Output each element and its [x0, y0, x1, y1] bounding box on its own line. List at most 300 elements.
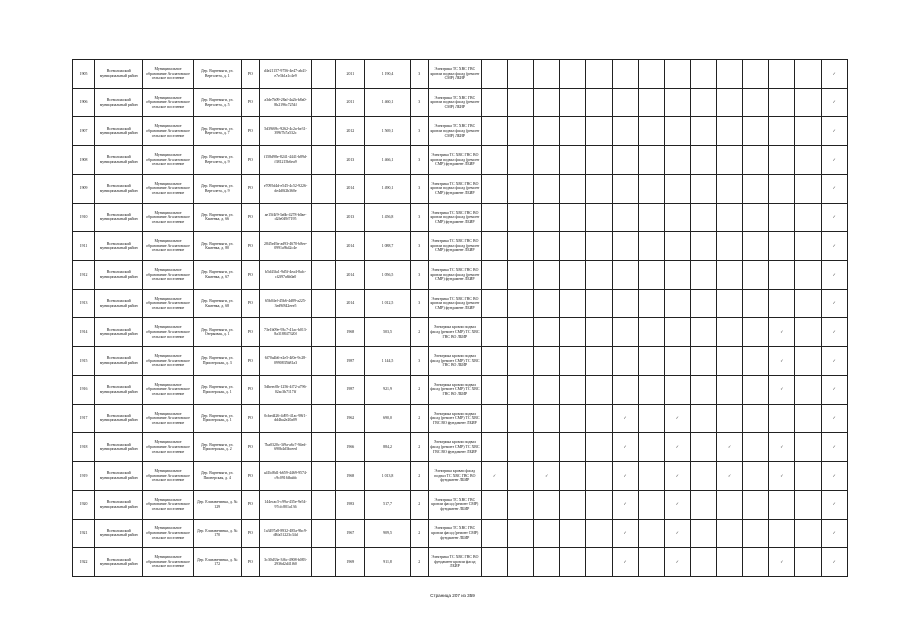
check-cell — [664, 347, 690, 376]
check-cell — [664, 117, 690, 146]
check-cell — [508, 462, 534, 491]
check-cell — [638, 146, 664, 175]
row-number: 1914 — [73, 318, 95, 347]
check-cell — [638, 88, 664, 117]
check-cell — [690, 375, 716, 404]
check-cell — [560, 462, 586, 491]
check-cell — [612, 375, 638, 404]
floors-cell: 3 — [410, 261, 428, 290]
check-cell: ✓ — [821, 88, 847, 117]
area-cell: 1 490,1 — [365, 174, 410, 203]
check-cell — [508, 174, 534, 203]
table-body — [73, 60, 848, 577]
check-cell — [481, 347, 507, 376]
floors-cell: 3 — [410, 146, 428, 175]
fias-code-cell: 5dbeec0b-1256-4f72-a796-02ac3b7117ff — [259, 375, 311, 404]
works-cell: Электрика ТС ХВС ГВС кровли подвал фасад (ремонт СМР) ЛБИР — [428, 60, 481, 89]
check-cell — [769, 174, 795, 203]
table-row — [73, 232, 848, 261]
check-cell — [560, 375, 586, 404]
district-cell: Всеволожский муниципальный район — [95, 117, 143, 146]
check-cell — [534, 289, 560, 318]
check-cell — [743, 289, 769, 318]
check-cell — [769, 289, 795, 318]
area-cell: 1 466,1 — [365, 146, 410, 175]
check-cell — [560, 60, 586, 89]
year-cell: 1962 — [336, 404, 365, 433]
address-cell: Дер. Вартемяги, ул. Озерковая, д. 1 — [193, 318, 241, 347]
empty-cell — [312, 60, 336, 89]
address-cell: Дер. Вартемяги, ул. Каменка, д. 66 — [193, 203, 241, 232]
check-cell — [795, 490, 821, 519]
check-cell — [508, 318, 534, 347]
settlement-cell: Муниципальное образование Агалатовское сельское поселение — [143, 203, 193, 232]
fias-code-cell: 5d39f69c-9262-4c2a-be31-399f7b7a532c — [259, 117, 311, 146]
settlement-cell: Муниципальное образование Агалатовское сельское поселение — [143, 375, 193, 404]
check-cell — [638, 519, 664, 548]
check-cell: ✓ — [769, 548, 795, 577]
settlement-cell: Муниципальное образование Агалатовское сельское поселение — [143, 462, 193, 491]
check-cell — [664, 375, 690, 404]
settlement-cell: Муниципальное образование Агалатовское сельское поселение — [143, 347, 193, 376]
floors-cell: 2 — [410, 548, 428, 577]
floors-cell: 2 — [410, 318, 428, 347]
empty-cell — [312, 174, 336, 203]
check-cell — [508, 117, 534, 146]
check-cell — [769, 404, 795, 433]
check-cell — [743, 318, 769, 347]
check-cell — [743, 519, 769, 548]
check-cell: ✓ — [612, 433, 638, 462]
row-number: 1922 — [73, 548, 95, 577]
check-cell: ✓ — [821, 375, 847, 404]
type-cell: РО — [241, 117, 259, 146]
year-cell: 1969 — [336, 548, 365, 577]
district-cell: Всеволожский муниципальный район — [95, 519, 143, 548]
floors-cell: 2 — [410, 404, 428, 433]
district-cell: Всеволожский муниципальный район — [95, 433, 143, 462]
check-cell — [690, 203, 716, 232]
floors-cell: 3 — [410, 60, 428, 89]
check-cell — [664, 232, 690, 261]
year-cell: 1968 — [336, 318, 365, 347]
works-cell: Электрика ТС ХВС ГВС ВО кровли подвал фасад (ремонт СМР) фундамент ЛБИР — [428, 289, 481, 318]
check-cell — [690, 318, 716, 347]
row-number: 1907 — [73, 117, 95, 146]
year-cell: 1967 — [336, 519, 365, 548]
check-cell — [612, 347, 638, 376]
empty-cell — [312, 433, 336, 462]
check-cell — [586, 146, 612, 175]
settlement-cell: Муниципальное образование Агалатовское сельское поселение — [143, 117, 193, 146]
settlement-cell: Муниципальное образование Агалатовское сельское поселение — [143, 146, 193, 175]
check-cell: ✓ — [821, 117, 847, 146]
works-cell: Электрика кровли подвал фасад (ремонт СМР) ТС ХВС ГВС ВО фундамент ЛБИР — [428, 404, 481, 433]
check-cell — [481, 404, 507, 433]
check-cell — [769, 490, 795, 519]
check-cell — [664, 60, 690, 89]
area-cell: 1 144,5 — [365, 347, 410, 376]
type-cell: РО — [241, 548, 259, 577]
floors-cell: 3 — [410, 347, 428, 376]
district-cell: Всеволожский муниципальный район — [95, 347, 143, 376]
check-cell — [534, 375, 560, 404]
address-cell: Дер. Елизаветинка, д. № 172 — [193, 548, 241, 577]
type-cell: РО — [241, 232, 259, 261]
district-cell: Всеволожский муниципальный район — [95, 548, 143, 577]
check-cell — [534, 60, 560, 89]
check-cell — [717, 261, 743, 290]
check-cell: ✓ — [664, 519, 690, 548]
settlement-cell: Муниципальное образование Агалатовское сельское поселение — [143, 433, 193, 462]
check-cell — [508, 261, 534, 290]
check-cell — [508, 203, 534, 232]
check-cell — [534, 232, 560, 261]
check-cell: ✓ — [612, 490, 638, 519]
check-cell — [481, 548, 507, 577]
check-cell: ✓ — [821, 548, 847, 577]
district-cell: Всеволожский муниципальный район — [95, 318, 143, 347]
fias-code-cell: a3de7b09-28af-4a2b-b8a0-8b2196c7254f — [259, 88, 311, 117]
check-cell — [795, 404, 821, 433]
address-cell: Дер. Вартемяги, ул. Каменка, д. 68 — [193, 289, 241, 318]
check-cell — [717, 117, 743, 146]
check-cell — [795, 60, 821, 89]
check-cell — [586, 203, 612, 232]
check-cell — [638, 433, 664, 462]
check-cell: ✓ — [769, 318, 795, 347]
check-cell — [795, 117, 821, 146]
year-cell: 2012 — [336, 117, 365, 146]
check-cell: ✓ — [717, 462, 743, 491]
floors-cell: 2 — [410, 490, 428, 519]
check-cell — [481, 60, 507, 89]
check-cell — [560, 490, 586, 519]
check-cell — [586, 318, 612, 347]
check-cell — [795, 232, 821, 261]
check-cell — [586, 433, 612, 462]
district-cell: Всеволожский муниципальный район — [95, 60, 143, 89]
address-cell: Дер. Вартемяги, ул. Приозерская, д. 2 — [193, 433, 241, 462]
check-cell — [690, 519, 716, 548]
check-cell — [717, 375, 743, 404]
check-cell — [717, 232, 743, 261]
area-cell: 1 088,7 — [365, 232, 410, 261]
check-cell — [717, 490, 743, 519]
year-cell: 2014 — [336, 289, 365, 318]
check-cell — [717, 88, 743, 117]
check-cell — [769, 88, 795, 117]
works-cell: Электрика ТС ХВС ГВС ВО кровли подвал фасад (ремонт СМР) фундамент ЛБИР — [428, 146, 481, 175]
area-cell: 1 569,1 — [365, 117, 410, 146]
type-cell: РО — [241, 433, 259, 462]
table-row — [73, 261, 848, 290]
table-row — [73, 174, 848, 203]
check-cell — [534, 261, 560, 290]
check-cell — [534, 117, 560, 146]
check-cell — [638, 404, 664, 433]
check-cell — [638, 490, 664, 519]
check-cell — [690, 490, 716, 519]
check-cell: ✓ — [821, 433, 847, 462]
check-cell — [612, 318, 638, 347]
works-cell: Электрика ТС ХВС ГВС ВО кровли подвал фасад (ремонт СМР) фундамент ЛБИР — [428, 261, 481, 290]
check-cell — [586, 232, 612, 261]
check-cell: ✓ — [612, 462, 638, 491]
type-cell: РО — [241, 289, 259, 318]
check-cell — [664, 174, 690, 203]
settlement-cell: Муниципальное образование Агалатовское сельское поселение — [143, 88, 193, 117]
check-cell — [769, 261, 795, 290]
check-cell — [586, 88, 612, 117]
check-cell — [481, 88, 507, 117]
check-cell — [612, 88, 638, 117]
address-cell: Дер. Вартемяги, ул. Каменка, д. 80 — [193, 232, 241, 261]
check-cell — [560, 519, 586, 548]
check-cell — [560, 318, 586, 347]
floors-cell: 2 — [410, 375, 428, 404]
table-row — [73, 519, 848, 548]
works-cell: Электрика ТС ХВС ГВС кровли подвал фасад (ремонт СМР) ЛБИР — [428, 117, 481, 146]
floors-cell: 3 — [410, 117, 428, 146]
area-cell: 884,2 — [365, 433, 410, 462]
district-cell: Всеволожский муниципальный район — [95, 88, 143, 117]
check-cell — [795, 375, 821, 404]
fias-code-cell: d4e21157-9756-4e47-ab41-e7e3b1a1c4e9 — [259, 60, 311, 89]
row-number: 1918 — [73, 433, 95, 462]
check-cell — [795, 548, 821, 577]
fias-code-cell: 1a3497a8-8932-485a-9bc9-d8fa51223c34d — [259, 519, 311, 548]
area-cell: 1 056,5 — [365, 261, 410, 290]
type-cell: РО — [241, 261, 259, 290]
works-cell: Электрика ТС ХВС ГВС ВО кровли подвал фасад (ремонт СМР) фундамент ЛБИР — [428, 203, 481, 232]
check-cell — [508, 548, 534, 577]
settlement-cell: Муниципальное образование Агалатовское сельское поселение — [143, 289, 193, 318]
check-cell — [795, 146, 821, 175]
check-cell — [717, 60, 743, 89]
district-cell: Всеволожский муниципальный район — [95, 174, 143, 203]
row-number: 1905 — [73, 60, 95, 89]
table-row — [73, 404, 848, 433]
district-cell: Всеволожский муниципальный район — [95, 404, 143, 433]
row-number: 1906 — [73, 88, 95, 117]
empty-cell — [312, 88, 336, 117]
empty-cell — [312, 519, 336, 548]
check-cell — [612, 289, 638, 318]
check-cell — [690, 462, 716, 491]
fias-code-cell: b5d43fa1-9d5f-4ea4-8afc-cf2f97a6b0a0 — [259, 261, 311, 290]
check-cell — [638, 261, 664, 290]
year-cell: 2011 — [336, 88, 365, 117]
check-cell — [481, 232, 507, 261]
check-cell — [586, 548, 612, 577]
check-cell — [534, 88, 560, 117]
type-cell: РО — [241, 174, 259, 203]
check-cell — [690, 289, 716, 318]
check-cell — [717, 146, 743, 175]
fias-code-cell: 65b04ef-45b6-4d89-a225-3ed9f842eee5 — [259, 289, 311, 318]
check-cell — [560, 404, 586, 433]
area-cell: 690,0 — [365, 404, 410, 433]
row-number: 1909 — [73, 174, 95, 203]
check-cell — [690, 404, 716, 433]
address-cell: Дер. Вартемяги, ул. Вертолета, д. 9 — [193, 174, 241, 203]
table-row — [73, 490, 848, 519]
works-cell: Электрика кровли фасад подвал ТС ХВС ГВС ВО фундамент ЛБИР — [428, 462, 481, 491]
table-row — [73, 433, 848, 462]
empty-cell — [312, 146, 336, 175]
check-cell — [560, 433, 586, 462]
address-cell: Дер. Вартемяги, ул. Пионерская, д. 4 — [193, 462, 241, 491]
check-cell — [508, 490, 534, 519]
check-cell: ✓ — [821, 404, 847, 433]
check-cell — [638, 117, 664, 146]
row-number: 1913 — [73, 289, 95, 318]
check-cell — [690, 146, 716, 175]
check-cell — [508, 347, 534, 376]
check-cell — [612, 261, 638, 290]
fias-code-cell: 73e1b09e-93c7-41ac-b013-8a318847320f — [259, 318, 311, 347]
empty-cell — [312, 289, 336, 318]
area-cell: 911,8 — [365, 548, 410, 577]
table-row — [73, 88, 848, 117]
check-cell — [664, 289, 690, 318]
table-row — [73, 117, 848, 146]
check-cell — [795, 347, 821, 376]
area-cell: 1 460,1 — [365, 88, 410, 117]
check-cell — [690, 548, 716, 577]
check-cell — [534, 519, 560, 548]
empty-cell — [312, 117, 336, 146]
floors-cell: 3 — [410, 289, 428, 318]
check-cell: ✓ — [481, 462, 507, 491]
empty-cell — [312, 203, 336, 232]
table-row — [73, 318, 848, 347]
settlement-cell: Муниципальное образование Агалатовское сельское поселение — [143, 490, 193, 519]
settlement-cell: Муниципальное образование Агалатовское сельское поселение — [143, 519, 193, 548]
check-cell: ✓ — [821, 146, 847, 175]
type-cell: РО — [241, 146, 259, 175]
table-row — [73, 548, 848, 577]
check-cell — [795, 462, 821, 491]
check-cell — [664, 88, 690, 117]
address-cell: Дер. Вартемяги, ул. Приозерская, д. 1 — [193, 404, 241, 433]
floors-cell: 3 — [410, 232, 428, 261]
row-number: 1917 — [73, 404, 95, 433]
floors-cell: 3 — [410, 88, 428, 117]
check-cell — [508, 404, 534, 433]
address-cell: Дер. Вартемяги, ул. Приозерская, д. 3 — [193, 347, 241, 376]
check-cell — [664, 203, 690, 232]
check-cell — [690, 232, 716, 261]
check-cell — [586, 462, 612, 491]
check-cell — [508, 88, 534, 117]
floors-cell: 2 — [410, 462, 428, 491]
district-cell: Всеволожский муниципальный район — [95, 462, 143, 491]
check-cell — [534, 490, 560, 519]
check-cell — [586, 289, 612, 318]
table-row — [73, 60, 848, 89]
housing-register-table — [72, 59, 848, 577]
check-cell — [481, 117, 507, 146]
table-row — [73, 289, 848, 318]
check-cell — [690, 261, 716, 290]
check-cell — [795, 174, 821, 203]
check-cell: ✓ — [821, 60, 847, 89]
district-cell: Всеволожский муниципальный район — [95, 232, 143, 261]
works-cell: Электрика кровли подвал фасад (ремонт СМР) ТС ХВС ГВС ВО ЛБИР — [428, 347, 481, 376]
year-cell: 2014 — [336, 232, 365, 261]
row-number: 1912 — [73, 261, 95, 290]
check-cell: ✓ — [769, 433, 795, 462]
empty-cell — [312, 462, 336, 491]
works-cell: Электрика кровли подвал фасад (ремонт СМР) ТС ХВС ГВС ВО ЛБИР — [428, 375, 481, 404]
check-cell — [638, 174, 664, 203]
check-cell — [795, 519, 821, 548]
works-cell: Электрика ТС ХВС ГВС ВО фундамент кровли фасад ЛБИР — [428, 548, 481, 577]
table-row — [73, 203, 848, 232]
district-cell: Всеволожский муниципальный район — [95, 375, 143, 404]
type-cell: РО — [241, 490, 259, 519]
check-cell — [664, 146, 690, 175]
settlement-cell: Муниципальное образование Агалатовское сельское поселение — [143, 232, 193, 261]
check-cell: ✓ — [612, 404, 638, 433]
check-cell — [664, 318, 690, 347]
check-cell — [586, 117, 612, 146]
check-cell — [769, 203, 795, 232]
check-cell — [560, 146, 586, 175]
check-cell: ✓ — [612, 519, 638, 548]
address-cell: Дер. Вартемяги, ул. Вертолета, д. 9 — [193, 146, 241, 175]
check-cell — [743, 174, 769, 203]
empty-cell — [312, 375, 336, 404]
check-cell — [481, 490, 507, 519]
check-cell — [769, 146, 795, 175]
works-cell: Электрика ТС ХВС ГВС кровли подвал фасад (ремонт СМР) ЛБИР — [428, 88, 481, 117]
settlement-cell: Муниципальное образование Агалатовское сельское поселение — [143, 404, 193, 433]
area-cell: 921,9 — [365, 375, 410, 404]
year-cell: 2011 — [336, 60, 365, 89]
year-cell: 2014 — [336, 174, 365, 203]
year-cell: 2014 — [336, 261, 365, 290]
check-cell: ✓ — [664, 433, 690, 462]
table-row — [73, 375, 848, 404]
check-cell — [638, 462, 664, 491]
check-cell — [690, 347, 716, 376]
year-cell: 1966 — [336, 433, 365, 462]
check-cell: ✓ — [664, 462, 690, 491]
fias-code-cell: 2845e49a-ad93-4670-b8ee-0991a9b42c4e — [259, 232, 311, 261]
row-number: 1910 — [73, 203, 95, 232]
page-footer: Страница 207 из 359 — [430, 593, 475, 598]
check-cell — [560, 261, 586, 290]
check-cell — [612, 174, 638, 203]
check-cell — [743, 60, 769, 89]
check-cell — [534, 347, 560, 376]
check-cell — [638, 375, 664, 404]
check-cell: ✓ — [717, 433, 743, 462]
district-cell: Всеволожский муниципальный район — [95, 203, 143, 232]
check-cell — [508, 232, 534, 261]
check-cell — [743, 375, 769, 404]
table-row — [73, 146, 848, 175]
check-cell — [586, 347, 612, 376]
area-cell: 517,7 — [365, 490, 410, 519]
empty-cell — [312, 232, 336, 261]
fias-code-cell: a41bf8d1-b659-4469-9574-c9c0916fbabb — [259, 462, 311, 491]
works-cell: Электрика кровли подвал фасад (ремонт СМР) ТС ХВС ГВС ВО ЛБИР — [428, 318, 481, 347]
check-cell — [481, 146, 507, 175]
